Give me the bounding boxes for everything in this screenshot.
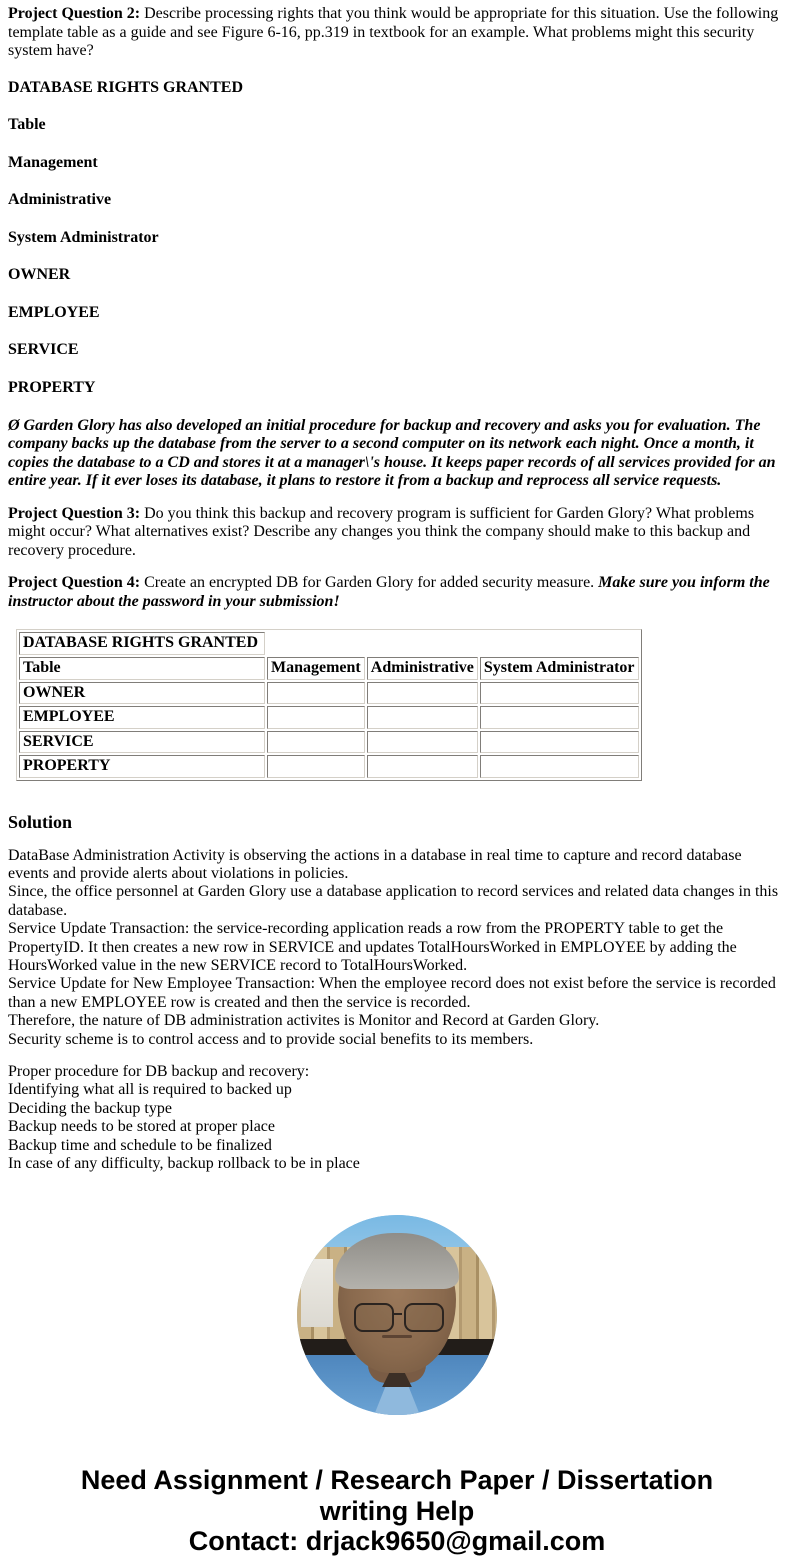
table-row-title — [19, 632, 639, 655]
question-4-label: Project Question 4: — [8, 574, 141, 592]
solution-heading: Solution — [8, 811, 73, 832]
solution-spacer — [8, 1049, 786, 1063]
question-4-emphasis: Make sure you inform the instructor about the password in your submission! — [8, 574, 770, 610]
procedure-line-3: Deciding the backup type — [8, 1099, 172, 1117]
table-header-table: Table — [19, 657, 265, 680]
table-cell-owner: OWNER — [19, 682, 265, 705]
avatar-container — [8, 1215, 786, 1415]
bold-line-management: Management — [8, 153, 98, 171]
question-3-label: Project Question 3: — [8, 504, 141, 522]
solution-line-2: Since, the office personnel at Garden Glory use a database application to record services and related data changes in this database. — [8, 883, 779, 919]
procedure-line-2: Identifying what all is required to backed up — [8, 1081, 292, 1099]
table-row — [19, 706, 639, 729]
glasses-right-lens-icon — [404, 1303, 444, 1332]
table-cell-title: DATABASE RIGHTS GRANTED — [19, 632, 265, 655]
procedure-line-1: Proper procedure for DB backup and recovery: — [8, 1062, 310, 1080]
solution-body — [8, 847, 786, 1174]
table-cell-service-system-administrator[interactable] — [480, 731, 639, 754]
solution-line-5: Therefore, the nature of DB administration activites is Monitor and Record at Garden Glory. — [8, 1012, 600, 1030]
solution-line-4: Service Update for New Employee Transaction: When the employee record does not exist before the service is recorded than a new EMPLOYEE row is created and then the service is recorded. — [8, 975, 776, 1011]
table-row-headers — [19, 657, 639, 680]
project-question-4 — [8, 574, 786, 611]
footer-line-2: writing Help — [319, 1495, 475, 1526]
table-cell-property-system-administrator[interactable] — [480, 755, 639, 778]
bold-line-system-administrator: System Administrator — [8, 228, 159, 246]
document-page — [0, 5, 794, 1556]
table-row — [19, 682, 639, 705]
bold-line-database-rights-granted: DATABASE RIGHTS GRANTED — [8, 78, 244, 96]
table-header-administrative: Administrative — [367, 657, 478, 680]
avatar — [297, 1215, 497, 1415]
solution-line-1: DataBase Administration Activity is observing the actions in a database in real time to capture and record database events and provide alerts about violations in policies. — [8, 846, 742, 883]
bold-line-table: Table — [8, 116, 46, 134]
project-question-3 — [8, 505, 786, 561]
question-3-text: Do you think this backup and recovery program is sufficient for Garden Glory? What problems might occur? What alternatives exist? Describe any changes you think the company should make to this backup and recovery procedure. — [8, 504, 755, 559]
table-cell-owner-system-administrator[interactable] — [480, 682, 639, 705]
table-header-management: Management — [267, 657, 365, 680]
bold-line-service: SERVICE — [8, 341, 79, 359]
procedure-line-5: Backup time and schedule to be finalized — [8, 1136, 272, 1154]
table-cell-property: PROPERTY — [19, 755, 265, 778]
table-header-system-administrator: System Administrator — [480, 657, 639, 680]
table-cell-employee-system-administrator[interactable] — [480, 706, 639, 729]
table-row — [19, 731, 639, 754]
bold-line-property: PROPERTY — [8, 379, 96, 397]
project-question-2 — [8, 5, 786, 61]
table-cell-employee-administrative[interactable] — [367, 706, 478, 729]
table-cell-property-administrative[interactable] — [367, 755, 478, 778]
solution-line-6: Security scheme is to control access and to provide social benefits to its members. — [8, 1030, 534, 1048]
procedure-line-4: Backup needs to be stored at proper place — [8, 1118, 276, 1136]
footer-line-3: Contact: drjack9650@gmail.com — [188, 1525, 606, 1556]
table-cell-service: SERVICE — [19, 731, 265, 754]
question-2-text: Describe processing rights that you think would be appropriate for this situation. Use the following template table as a guide and see Figure 6-16, pp.319 in textbook for an example. What problems might this security system have? — [8, 5, 779, 60]
question-4-text: Create an encrypted DB for Garden Glory for added security measure. — [140, 574, 599, 592]
bold-line-owner: OWNER — [8, 266, 71, 284]
table-row — [19, 755, 639, 778]
table-cell-owner-management[interactable] — [267, 682, 365, 705]
bold-line-employee: EMPLOYEE — [8, 303, 100, 321]
question-2-label: Project Question 2: — [8, 5, 141, 22]
table-cell-service-administrative[interactable] — [367, 731, 478, 754]
footer-contact — [8, 1465, 786, 1556]
backup-procedure-paragraph: Ø Garden Glory has also developed an initial procedure for backup and recovery and asks you for evaluation. The company backs up the database from the server to a second computer on its network each night. Once a month, it copies the database to a CD and stores it at a manager\'s house. It keeps paper records of all services provided for an entire year. If it ever loses its database, it plans to restore it from a backup and reprocess all service requests. — [8, 416, 776, 490]
glasses-bridge-icon — [392, 1313, 402, 1315]
table-cell-owner-administrative[interactable] — [367, 682, 478, 705]
glasses-left-lens-icon — [354, 1303, 394, 1332]
footer-line-1: Need Assignment / Research Paper / Dissertation — [80, 1465, 714, 1496]
avatar-door — [301, 1259, 333, 1327]
table-cell-employee: EMPLOYEE — [19, 706, 265, 729]
table-cell-employee-management[interactable] — [267, 706, 365, 729]
avatar-mouth — [382, 1335, 412, 1338]
procedure-line-6: In case of any difficulty, backup rollback to be in place — [8, 1154, 360, 1172]
database-rights-table — [16, 629, 642, 780]
table-cell-service-management[interactable] — [267, 731, 365, 754]
table-cell-property-management[interactable] — [267, 755, 365, 778]
solution-line-3: Service Update Transaction: the service-recording application reads a row from the PROPERTY table to get the PropertyID. It then creates a new row in SERVICE and updates TotalHoursWorked in EMPLOYEE by adding the HoursWorked value in the new SERVICE record to TotalHoursWorked. — [8, 920, 737, 974]
bold-line-administrative: Administrative — [8, 191, 112, 209]
